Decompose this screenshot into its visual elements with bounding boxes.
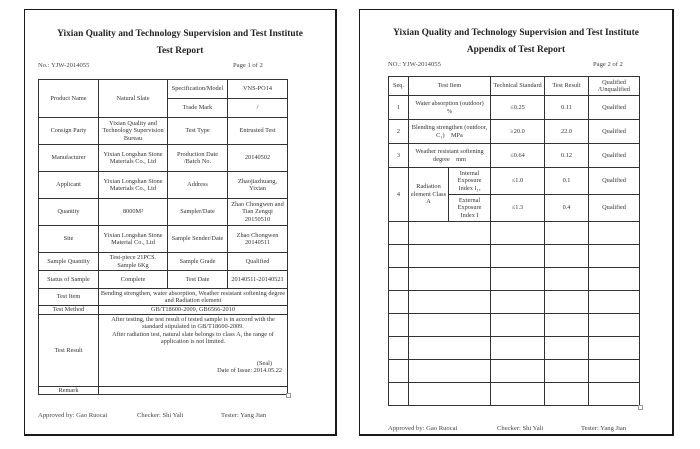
institute-title: Yixian Quality and Technology Supervision and Test Institute xyxy=(57,29,303,39)
table-resize-handle[interactable] xyxy=(286,393,291,398)
status-value: Complete xyxy=(99,271,168,289)
header-qualified: Qualified /Unqualified xyxy=(589,77,640,96)
row-result: 0.12 xyxy=(545,144,589,168)
row-result: 0.11 xyxy=(545,96,589,120)
radiation-group: Radiation element Class A xyxy=(409,168,449,222)
sample-quantity-value: Test-piece 21PCS. Sample 6Kg xyxy=(99,253,168,271)
appendix-number: NO.: YJW-2014055 xyxy=(388,61,441,68)
product-name-label: Product Name xyxy=(39,80,99,118)
spec-value: VNS-PO14 xyxy=(228,80,288,99)
appendix-tester: Tester: Yang Jian xyxy=(581,425,627,432)
seal-text: (Seal) xyxy=(256,359,272,367)
consign-value: Yixian Quality and Technology Supervision Bureau xyxy=(99,118,168,145)
row-result: 0.1 xyxy=(545,168,589,195)
test-result-cell xyxy=(99,315,288,387)
header-test-result: Test Result xyxy=(545,77,589,96)
appendix-approved-by: Approved by: Gao Ruocai xyxy=(388,425,458,432)
trade-mark-value: / xyxy=(228,99,288,118)
appendix-page xyxy=(359,9,674,436)
approved-by: Approved by: Gao Ruocai xyxy=(38,412,108,419)
row-item: Water absorption (outdoor) % xyxy=(409,96,491,120)
header-technical-standard: Technical Standard xyxy=(491,77,545,96)
row-seq: 4 xyxy=(389,168,409,222)
production-date-label: Production Date /Batch No. xyxy=(168,145,228,172)
empty-row xyxy=(389,222,640,245)
checker: Checker: Shi Yali xyxy=(137,412,184,419)
row-status: Qualified xyxy=(589,144,640,168)
table-row xyxy=(389,168,640,195)
product-name-value: Natural Slate xyxy=(99,80,168,118)
address-label: Address xyxy=(168,172,228,199)
sample-grade-label: Sample Grade xyxy=(168,253,228,271)
appendix-table xyxy=(388,76,640,406)
quantity-value: 8000M² xyxy=(99,199,168,226)
empty-row xyxy=(389,337,640,360)
applicant-label: Applicant xyxy=(39,172,99,199)
status-label: Status of Sample xyxy=(39,271,99,289)
row-item: Internal Exposure Index I₁ₐ xyxy=(449,168,491,195)
production-date-value: 20140502 xyxy=(228,145,288,172)
test-result-paragraph-2: After radiation test, natural slate belongs to class A, the range of application is not limited. xyxy=(112,330,274,346)
empty-row xyxy=(389,245,640,268)
header-test-item: Test Item xyxy=(409,77,491,96)
test-date-label: Test Date xyxy=(168,271,228,289)
issue-date: Date of Issue: 2014.05.22 xyxy=(217,367,282,375)
test-type-label: Test Type xyxy=(168,118,228,145)
row-status: Qualified xyxy=(589,96,640,120)
table-row xyxy=(389,96,640,120)
row-standard: ≤0.25 xyxy=(491,96,545,120)
row-result: 0.4 xyxy=(545,195,589,222)
test-type-value: Entrusted Test xyxy=(228,118,288,145)
row-seq: 2 xyxy=(389,120,409,144)
remark-value xyxy=(99,387,288,395)
test-date-value: 20140511-20140521 xyxy=(228,271,288,289)
report-number: No.: YJW-2014055 xyxy=(38,62,90,69)
sender-value: Zhao Chongwen 20140511 xyxy=(228,226,288,253)
row-status: Qualified xyxy=(589,120,640,144)
row-standard: ≤0.64 xyxy=(491,144,545,168)
consign-label: Consign Party xyxy=(39,118,99,145)
test-result-label: Test Result xyxy=(39,315,99,387)
header-seq: Seq. xyxy=(389,77,409,96)
test-result-paragraph-1: After testing, the test result of tested sample is in accord with the standard stipulated in GB/T18600-2009. xyxy=(111,316,275,331)
sampler-value: Zhao Chongwen and Tian Zengqi 20150510 xyxy=(228,199,288,226)
empty-row xyxy=(389,360,640,383)
row-standard: ≤1.3 xyxy=(491,195,545,222)
row-standard: ≤1.0 xyxy=(491,168,545,195)
table-row xyxy=(389,120,640,144)
site-label: Site xyxy=(39,226,99,253)
sender-label: Sample Sender/Date xyxy=(168,226,228,253)
table-row xyxy=(389,144,640,168)
empty-row xyxy=(389,383,640,406)
test-report-page xyxy=(24,9,337,436)
appendix-checker: Checker: Shi Yali xyxy=(497,425,544,432)
remark-label: Remark xyxy=(39,387,99,395)
site-value: Yixian Longshan Stone Material Co., Ltd xyxy=(99,226,168,253)
address-value: Zhaojiazhuang, Yixian xyxy=(228,172,288,199)
manufacturer-label: Manufacturer xyxy=(39,145,99,172)
sample-quantity-label: Sample Quantity xyxy=(39,253,99,271)
manufacturer-value: Yixian Longshan Stone Materials Co., Ltd xyxy=(99,145,168,172)
empty-row xyxy=(389,268,640,291)
row-status: Qualified xyxy=(589,168,640,195)
appendix-table-resize-handle[interactable] xyxy=(638,405,643,410)
report-table xyxy=(38,79,288,395)
trade-mark-label: Trade Mark xyxy=(168,99,228,118)
quantity-label: Quantity xyxy=(39,199,99,226)
test-item-label: Test Item xyxy=(39,289,99,306)
page-number: Page 1 of 2 xyxy=(233,62,263,69)
row-result: 22.0 xyxy=(545,120,589,144)
row-item: Weather resistant softening degree mm xyxy=(409,144,491,168)
row-seq: 3 xyxy=(389,144,409,168)
row-status: Qualified xyxy=(589,195,640,222)
test-method-label: Test Method xyxy=(39,306,99,315)
appendix-title: Appendix of Test Report xyxy=(466,45,566,55)
appendix-page-number: Page 2 of 2 xyxy=(593,61,623,68)
row-item: External Exposure Index I xyxy=(449,195,491,222)
empty-row xyxy=(389,314,640,337)
report-title: Test Report xyxy=(156,46,204,56)
test-method-value: GB/T18600-2009, GB6566-2010 xyxy=(99,306,288,315)
spec-label: Specification/Model xyxy=(168,80,228,99)
row-item: Blending strengthen (outdoor, C₁) MPa xyxy=(409,120,491,144)
row-standard: ≥20.0 xyxy=(491,120,545,144)
empty-row xyxy=(389,291,640,314)
applicant-value: Yixian Longshan Stone Materials Co., Ltd xyxy=(99,172,168,199)
appendix-institute-title: Yixian Quality and Technology Supervision and Test Institute xyxy=(393,28,639,38)
sample-grade-value: Qualified xyxy=(228,253,288,271)
row-seq: 1 xyxy=(389,96,409,120)
sampler-label: Sampler/Date xyxy=(168,199,228,226)
tester: Tester: Yang Jian xyxy=(221,412,267,419)
test-item-value: Bending strengthen, water absorption, Weather resistant softening degree and Radiation element xyxy=(99,289,288,306)
